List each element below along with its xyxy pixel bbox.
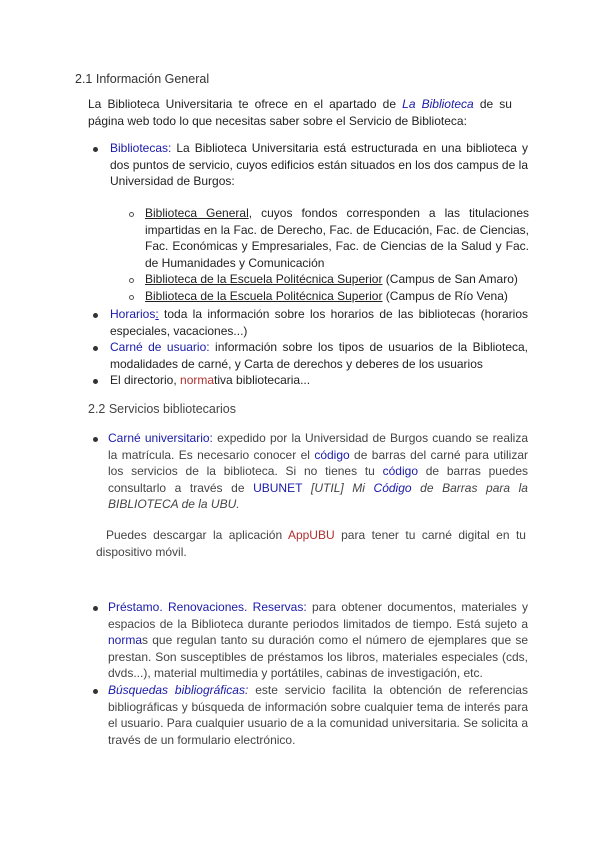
- carne-usuario-link[interactable]: Carné de usuario:: [110, 340, 210, 354]
- carne-usuario-text: información sobre los tipos de usuarios de la Biblioteca, modalidades de carné, y Carta de derechos y deberes de los usuarios: [110, 340, 528, 371]
- list-item-carne-usuario: [110, 339, 528, 372]
- app-text: Puedes descargar la aplicación: [106, 528, 288, 542]
- prestamo-text-2: s que regulan tanto su duración como el número de ejemplares que se prestan. Son susceptibles de préstamos los libros, materiales especiales (cds, dvds...), material multimedia y portátiles, cabinas de investigación, etc.: [108, 633, 528, 680]
- bullet-icon: [93, 147, 98, 152]
- bibliotecas-link[interactable]: Bibliotecas:: [110, 141, 172, 155]
- directorio-text-end: tiva bibliotecaria...: [214, 373, 311, 387]
- circle-bullet-icon: [129, 295, 134, 300]
- ubunet-link[interactable]: UBUNET: [253, 480, 303, 495]
- biblioteca-general-text: , cuyos fondos corresponden a las titulaciones impartidas en la Fac. de Derecho, Fac. de Educación, Fac. de Ciencias, Fac. Económicas y Empresariales, Fac. de Ciencias de la Salud y Fac. de Humanidades y Comunicación: [145, 206, 529, 270]
- bibliotecas-text: La Biblioteca Universitaria está estructurada en una biblioteca y dos puntos de servicio, cuyos edificios están situados en los dos campus de la Universidad de Burgos:: [110, 141, 528, 188]
- busquedas-link[interactable]: Búsquedas bibliográficas:: [108, 683, 249, 697]
- intro-text: La Biblioteca Universitaria te ofrece en el apartado de: [88, 97, 403, 111]
- section-heading-informacion-general: 2.1 Información General: [75, 72, 210, 86]
- sub-item-biblioteca-general: [145, 205, 529, 271]
- bullet-icon: [93, 437, 98, 442]
- codigo-link-1[interactable]: código: [314, 447, 350, 462]
- carne-universitario-link[interactable]: Carné universitario:: [108, 431, 213, 445]
- codigo-link-2[interactable]: código: [382, 464, 418, 478]
- bullet-icon: [93, 313, 98, 318]
- sub-item-eps-san-amaro: [145, 271, 529, 288]
- horarios-colon: :: [155, 307, 159, 321]
- carne-univ-text-5: de Barras para la BIBLIOTECA de la UBU.: [108, 480, 528, 511]
- app-paragraph: [96, 527, 526, 560]
- list-item-directorio: [110, 372, 528, 389]
- directorio-text: El directorio,: [110, 373, 181, 387]
- prestamo-link[interactable]: Préstamo. Renovaciones. Reservas:: [108, 600, 307, 614]
- biblioteca-general-link[interactable]: Biblioteca General: [145, 206, 249, 220]
- eps-san-amaro-text: (Campus de San Amaro): [382, 272, 518, 286]
- bullet-icon: [93, 346, 98, 351]
- horarios-link[interactable]: Horarios: [110, 307, 156, 321]
- list-item-carne-universitario: [108, 430, 528, 513]
- circle-bullet-icon: [129, 212, 134, 217]
- intro-text-end: de su página web todo lo que necesitas saber sobre el Servicio de Biblioteca:: [88, 97, 512, 128]
- appubu-link[interactable]: AppUBU: [287, 528, 335, 542]
- busquedas-text: este servicio facilita la obtención de referencias bibliográficas y búsqueda de información sobre cualquier tema de interés para el usuario. Para cualquier usuario de a la comunidad universitaria. Se solicita a través de un formulario electrónico.: [108, 683, 528, 747]
- app-text-end: para tener tu carné digital en tu dispositivo móvil.: [96, 528, 526, 559]
- list-item-prestamo: [108, 599, 528, 682]
- bullet-icon: [93, 379, 98, 384]
- eps-rio-vena-link[interactable]: Biblioteca de la Escuela Politécnica Superior: [145, 289, 383, 303]
- sub-item-eps-rio-vena: [145, 288, 529, 305]
- carne-univ-text-3: de barras puedes consultarlo a través de: [108, 464, 529, 495]
- prestamo-text-1: para obtener documentos, materiales y espacios de la Biblioteca durante periodos limitados de tiempo. Está sujeto a: [108, 600, 528, 631]
- normas-link[interactable]: norma: [108, 633, 143, 647]
- list-item-horarios: [110, 306, 528, 339]
- carne-univ-text-1: expedido por la Universidad de Burgos cuando se realiza la matrícula. Es necesario conocer el: [108, 431, 528, 462]
- eps-rio-vena-text: (Campus de Río Vena): [382, 289, 508, 303]
- carne-univ-text-4: [UTIL] Mi: [302, 480, 374, 495]
- eps-san-amaro-link[interactable]: Biblioteca de la Escuela Politécnica Superior: [145, 272, 383, 286]
- circle-bullet-icon: [129, 278, 134, 283]
- list-item-busquedas: [108, 682, 528, 748]
- bullet-icon: [93, 689, 98, 694]
- la-biblioteca-link[interactable]: La Biblioteca: [402, 97, 474, 111]
- intro-paragraph: [88, 96, 512, 129]
- section-heading-servicios: 2.2 Servicios bibliotecarios: [88, 402, 236, 416]
- bullet-icon: [93, 606, 98, 611]
- horarios-text: toda la información sobre los horarios de las bibliotecas (horarios especiales, vacaciones...): [110, 307, 528, 338]
- normativa-link[interactable]: norma: [180, 373, 215, 387]
- list-item-bibliotecas: [110, 140, 528, 190]
- codigo-link-3[interactable]: Código: [373, 480, 412, 495]
- carne-univ-text-2: de barras del carné para utilizar los servicios de la biblioteca. Si no tienes tu: [108, 447, 528, 478]
